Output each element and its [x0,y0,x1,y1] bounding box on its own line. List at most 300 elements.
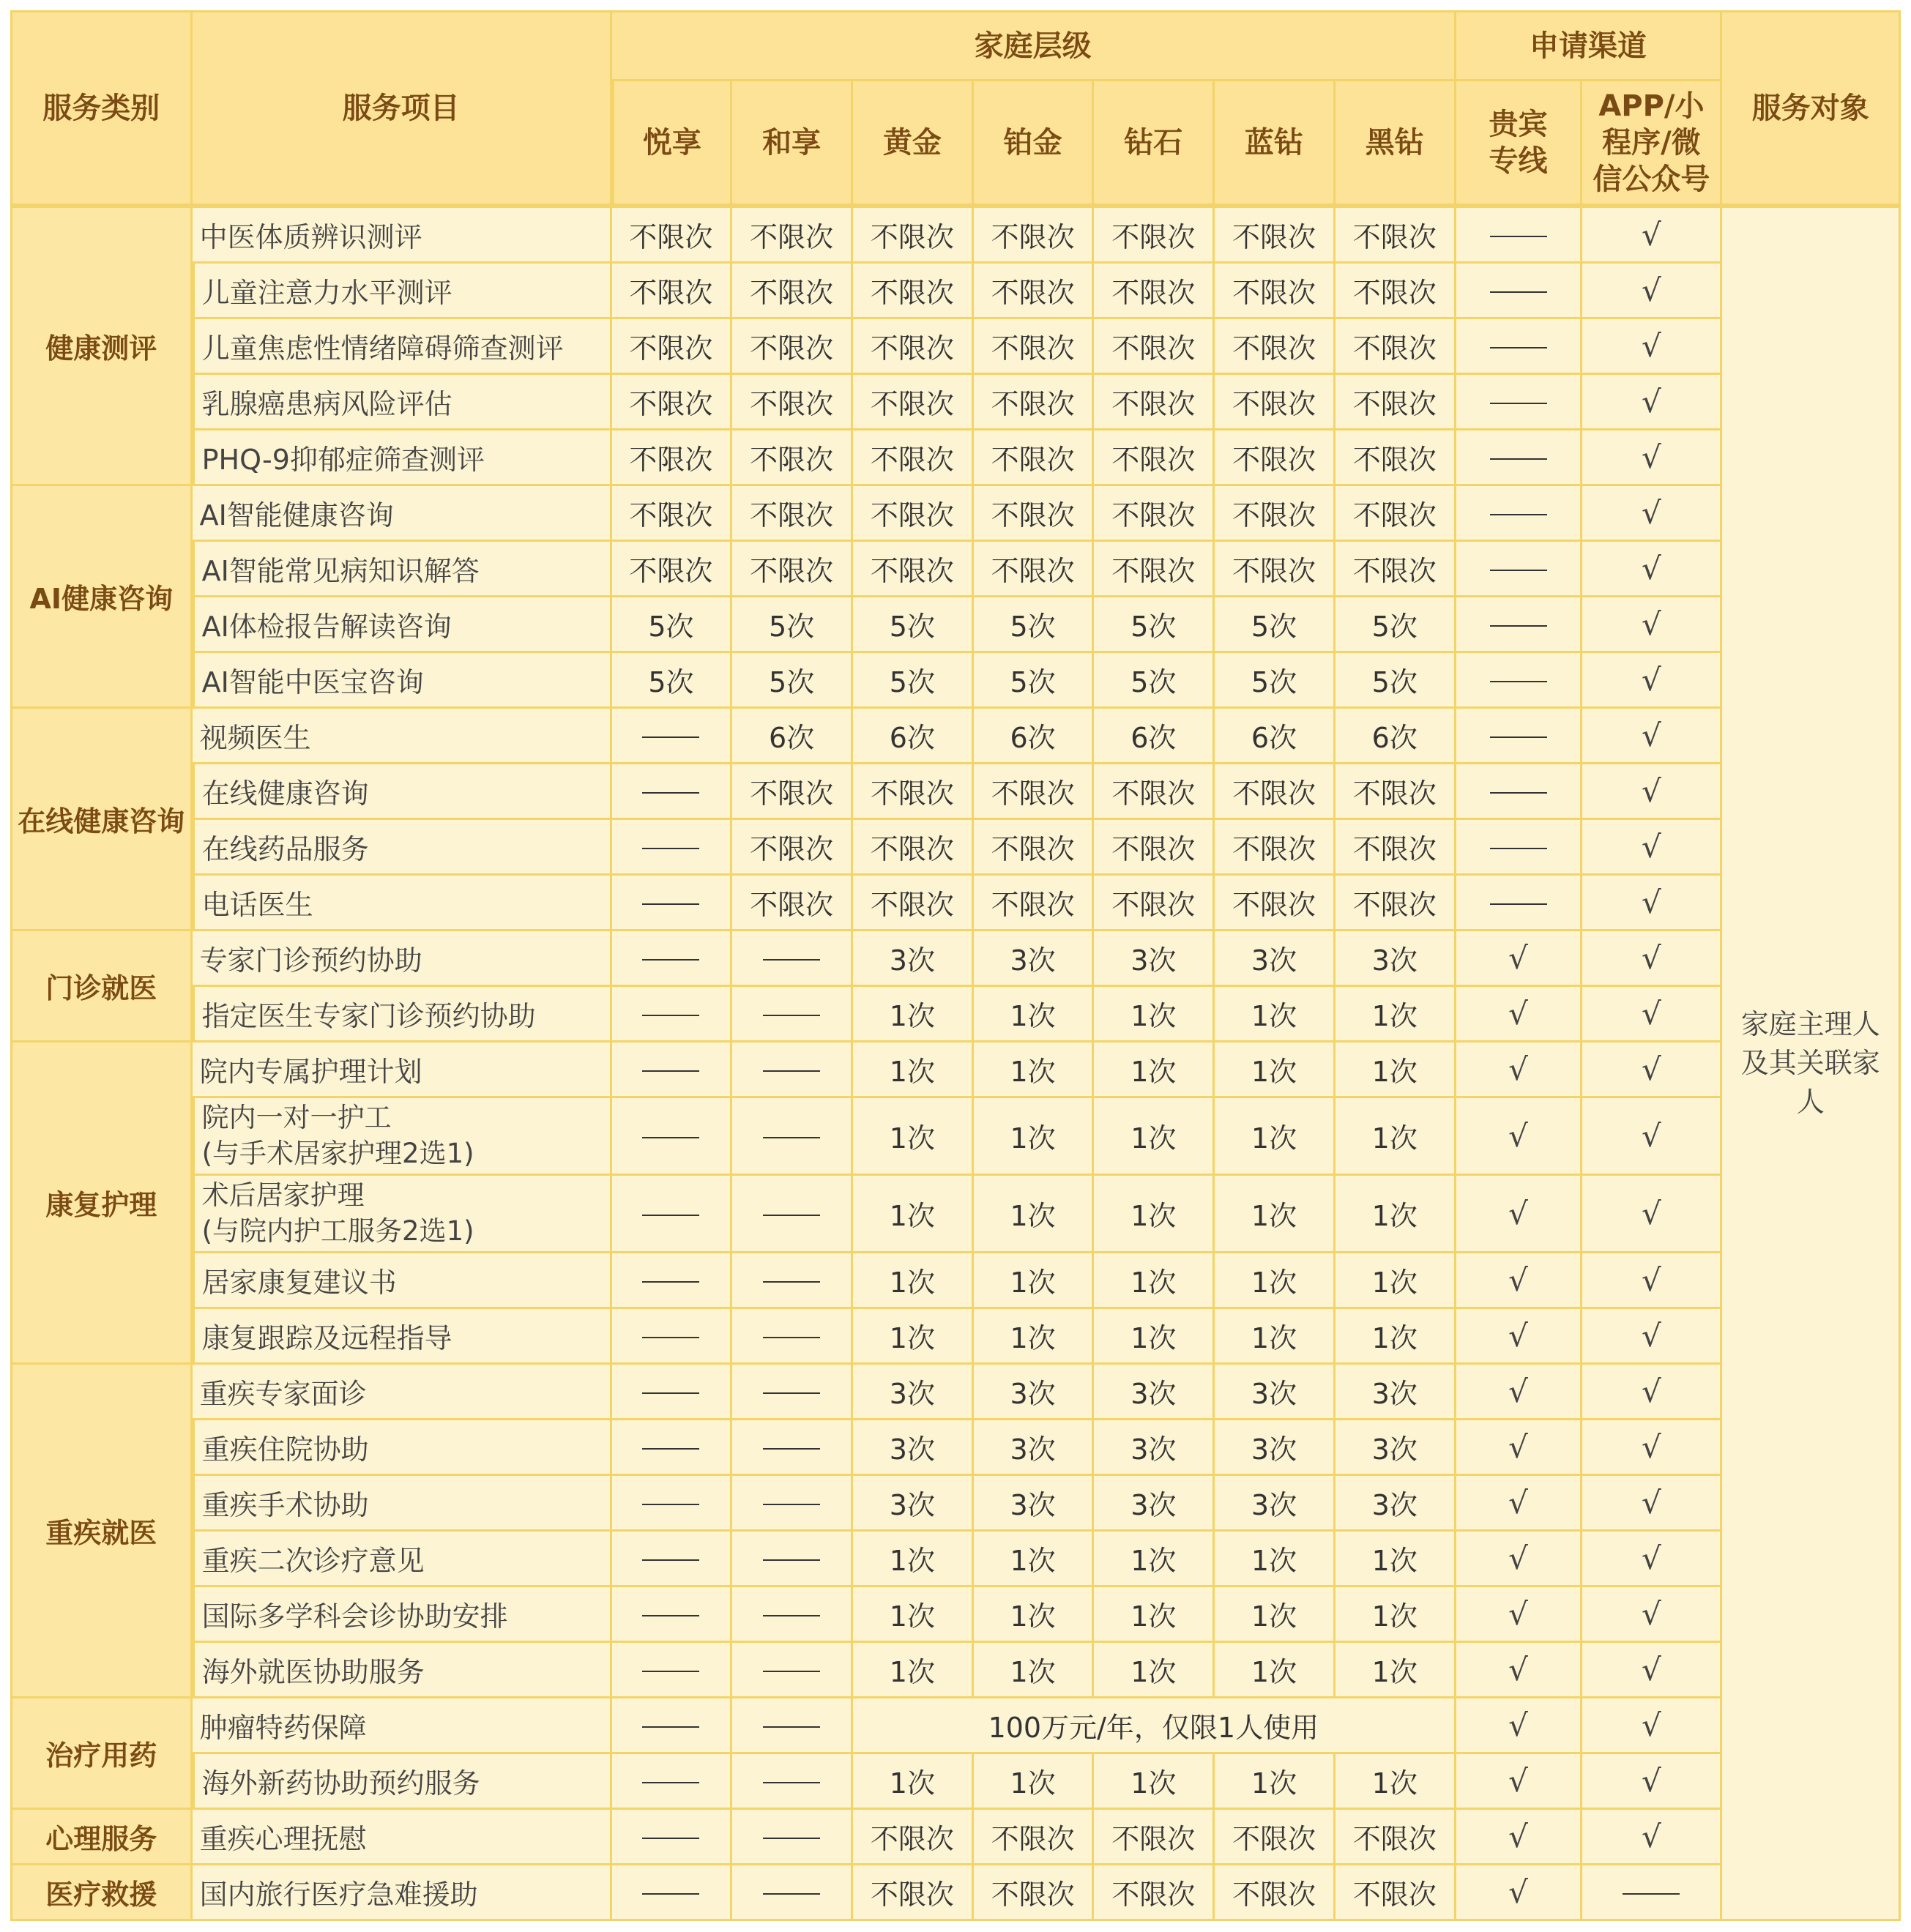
tier-value-cell: 不限次 [853,764,974,820]
tier-value-cell [732,1810,853,1865]
tier-value-cell: 不限次 [974,375,1095,430]
tier-value-cell: 1次 [1336,1176,1456,1253]
service-table-container [10,10,1901,1922]
service-item-name: 院内一对一护工 [201,1102,392,1134]
tier-value-cell: 3次 [1336,931,1456,987]
service-target-cell: 家庭主理人及其关联家人 [1722,206,1901,1921]
category-cell: 健康测评 [10,206,193,486]
not-available-dash [642,1671,699,1672]
not-available-dash [763,1559,820,1561]
tier-value-cell: 不限次 [612,430,733,486]
tier-value-cell [732,1043,853,1098]
service-item-cell [193,709,612,764]
tier-value-cell [612,1810,733,1865]
vip-channel-cell [1456,1698,1583,1754]
tier-value-cell [612,709,733,764]
tier-value-cell: 不限次 [1215,764,1336,820]
tier-value-cell: 1次 [1094,1098,1215,1176]
tier-value-cell: 5次 [1336,597,1456,653]
tier-value-cell [612,1309,733,1365]
tier-value-cell: 1次 [1215,987,1336,1043]
app-channel-cell [1582,1698,1722,1754]
tier-value-cell [612,820,733,876]
tier-value-cell: 6次 [1094,709,1215,764]
service-item-cell [193,486,612,542]
not-available-dash [1490,291,1547,293]
vip-channel-cell [1456,653,1583,709]
app-channel-cell [1582,876,1722,931]
tier-value-cell: 不限次 [974,1810,1095,1865]
not-available-dash [763,1671,820,1672]
table-row [10,1098,1901,1176]
check-mark: √ [1508,1262,1528,1298]
tier-value-cell: 1次 [1094,1043,1215,1098]
vip-channel-cell [1456,1176,1583,1253]
tier-value-cell: 不限次 [853,1865,974,1921]
table-row [10,820,1901,876]
tier-value-cell [612,876,733,931]
category-cell: 康复护理 [10,1043,193,1365]
tier-value-cell [732,1309,853,1365]
check-mark: √ [1508,1707,1528,1743]
service-item-cell [193,764,612,820]
vip-channel-cell [1456,375,1583,430]
tier-value-cell: 不限次 [974,1865,1095,1921]
tier-value-cell [612,1420,733,1476]
tier-value-cell: 不限次 [1094,375,1215,430]
tier-value-cell: 1次 [853,1043,974,1098]
tier-value-cell: 5次 [1215,597,1336,653]
table-row [10,1532,1901,1587]
tier-value-cell: 1次 [1215,1098,1336,1176]
service-item-note: (与院内护工服务2选1) [201,1215,474,1247]
check-mark: √ [1508,1874,1528,1910]
service-item-name: 海外就医协助服务 [201,1656,425,1688]
app-channel-cell [1582,1810,1722,1865]
app-channel-cell [1582,1309,1722,1365]
tier-value-cell: 5次 [853,597,974,653]
table-row [10,264,1901,319]
tier-value-cell [732,1365,853,1420]
header-item: 服务项目 [193,10,612,206]
tier-value-cell: 1次 [853,1754,974,1810]
tier-value-cell: 5次 [1215,653,1336,709]
tier-value-cell: 不限次 [1336,375,1456,430]
table-row [10,1810,1901,1865]
tier-value-cell: 不限次 [732,375,853,430]
check-mark: √ [1642,439,1661,475]
tier-value-cell: 1次 [1336,1532,1456,1587]
tier-value-cell: 不限次 [1094,820,1215,876]
table-row [10,1176,1901,1253]
app-channel-cell [1582,430,1722,486]
tier-value-cell: 3次 [853,1365,974,1420]
tier-value-cell: 3次 [853,1476,974,1532]
vip-channel-cell [1456,1365,1583,1420]
tier-value-cell: 不限次 [974,206,1095,264]
service-item-name: 重疾住院协助 [201,1433,369,1466]
tier-value-cell: 不限次 [853,820,974,876]
table-row [10,1865,1901,1921]
tier-value-cell: 不限次 [612,486,733,542]
tier-value-cell: 1次 [1336,1587,1456,1643]
not-available-dash [763,1281,820,1283]
tier-value-cell: 不限次 [1094,319,1215,375]
tier-value-cell: 不限次 [1336,486,1456,542]
category-cell: 治疗用药 [10,1698,193,1810]
tier-value-cell [732,1176,853,1253]
tier-value-cell: 不限次 [1336,1810,1456,1865]
app-channel-cell [1582,1476,1722,1532]
tier-value-cell: 1次 [1336,1754,1456,1810]
table-body [10,206,1901,1921]
service-item-cell [193,1476,612,1532]
tier-value-cell: 不限次 [732,319,853,375]
tier-value-cell [612,1176,733,1253]
tier-value-cell: 不限次 [1336,430,1456,486]
table-row [10,1643,1901,1698]
table-row [10,1043,1901,1098]
vip-channel-cell [1456,1587,1583,1643]
service-item-cell [193,375,612,430]
not-available-dash [1490,458,1547,460]
service-item-cell [193,1365,612,1420]
tier-value-cell: 1次 [1094,987,1215,1043]
not-available-dash [763,1070,820,1072]
not-available-dash [642,1015,699,1016]
not-available-dash [1490,736,1547,738]
tier-value-cell: 不限次 [1215,319,1336,375]
table-row [10,1365,1901,1420]
tier-value-cell [612,1865,733,1921]
vip-channel-cell [1456,820,1583,876]
check-mark: √ [1642,1262,1661,1298]
vip-channel-cell [1456,987,1583,1043]
check-mark: √ [1642,1118,1661,1154]
tier-value-cell [732,1420,853,1476]
tier-value-cell: 3次 [853,1420,974,1476]
app-channel-cell [1582,1587,1722,1643]
tier-value-cell: 不限次 [974,820,1095,876]
service-item-cell [193,1643,612,1698]
tier-value-cell [732,1698,853,1754]
service-item-name: 术后居家护理 [201,1179,365,1212]
app-channel-cell [1582,653,1722,709]
check-mark: √ [1508,1118,1528,1154]
app-channel-cell [1582,597,1722,653]
vip-channel-cell [1456,206,1583,264]
tier-value-cell [612,1476,733,1532]
tier-value-cell: 不限次 [1094,486,1215,542]
tier-value-cell: 1次 [853,1587,974,1643]
tier-value-cell: 不限次 [974,542,1095,597]
app-channel-cell [1582,1865,1722,1921]
service-item-cell [193,1865,612,1921]
vip-channel-cell [1456,1420,1583,1476]
tier-value-cell: 不限次 [1094,876,1215,931]
tier-value-cell: 不限次 [1336,206,1456,264]
check-mark: √ [1642,1652,1661,1687]
tier-value-cell: 不限次 [1215,542,1336,597]
service-item-cell [193,430,612,486]
tier-value-cell: 1次 [974,1176,1095,1253]
check-mark: √ [1642,717,1661,753]
service-item-name: AI智能健康咨询 [199,499,394,532]
app-channel-cell [1582,1365,1722,1420]
tier-value-cell: 不限次 [732,820,853,876]
tier-value-cell [612,1754,733,1810]
not-available-dash [1490,570,1547,571]
check-mark: √ [1642,328,1661,364]
check-mark: √ [1508,1596,1528,1632]
tier-value-cell: 1次 [1094,1309,1215,1365]
service-item-name: AI智能中医宝咨询 [201,666,424,698]
check-mark: √ [1642,217,1661,253]
tier-value-cell: 1次 [853,1309,974,1365]
vip-channel-cell [1456,1754,1583,1810]
check-mark: √ [1508,1485,1528,1521]
check-mark: √ [1642,1707,1661,1743]
not-available-dash [642,848,699,849]
tier-value-cell: 3次 [1215,1420,1336,1476]
tier-value-cell: 不限次 [1336,264,1456,319]
app-channel-cell [1582,820,1722,876]
tier-value-cell [612,1587,733,1643]
not-available-dash [1490,403,1547,404]
service-item-name: 中医体质辨识测评 [199,221,422,253]
vip-channel-cell [1456,764,1583,820]
service-table [10,10,1901,1921]
table-row [10,206,1901,264]
vip-channel-cell [1456,709,1583,764]
check-mark: √ [1508,1763,1528,1799]
service-item-name: PHQ-9抑郁症筛查测评 [201,444,485,476]
tier-value-cell: 不限次 [853,206,974,264]
merged-benefit-cell: 100万元/年，仅限1人使用 [853,1698,1456,1754]
app-channel-cell [1582,709,1722,764]
header-tier: 悦享 [612,81,733,206]
tier-value-cell: 5次 [1094,653,1215,709]
tier-value-cell: 1次 [974,1587,1095,1643]
service-item-name: AI体检报告解读咨询 [201,611,452,643]
tier-value-cell: 不限次 [732,264,853,319]
vip-channel-cell [1456,1476,1583,1532]
vip-channel-cell [1456,1043,1583,1098]
table-row [10,597,1901,653]
tier-value-cell: 1次 [974,1309,1095,1365]
table-row [10,1420,1901,1476]
category-cell: 医疗救援 [10,1865,193,1921]
vip-channel-cell [1456,319,1583,375]
table-row [10,1253,1901,1309]
service-item-name: 院内专属护理计划 [199,1056,422,1088]
tier-value-cell [732,1754,853,1810]
check-mark: √ [1642,1196,1661,1231]
tier-value-cell [732,1098,853,1176]
not-available-dash [1623,1893,1680,1895]
header-tier: 黑钻 [1336,81,1456,206]
service-item-name: 在线药品服务 [201,833,369,865]
tier-value-cell: 1次 [853,1176,974,1253]
app-channel-cell [1582,375,1722,430]
tier-value-cell: 5次 [1336,653,1456,709]
check-mark: √ [1642,495,1661,531]
tier-value-cell: 1次 [974,1253,1095,1309]
tier-value-cell: 1次 [974,1043,1095,1098]
check-mark: √ [1642,940,1661,976]
table-row [10,876,1901,931]
service-item-name: 在线健康咨询 [201,777,369,810]
service-item-name: 国内旅行医疗急难援助 [199,1879,478,1911]
service-item-name: 重疾专家面诊 [199,1378,367,1410]
service-item-name: AI智能常见病知识解答 [201,555,480,587]
header-tier: 钻石 [1094,81,1215,206]
tier-value-cell: 1次 [1094,1643,1215,1698]
header-tier: 黄金 [853,81,974,206]
tier-value-cell: 不限次 [732,542,853,597]
tier-value-cell: 1次 [1336,987,1456,1043]
app-channel-cell [1582,1043,1722,1098]
tier-value-cell: 不限次 [1094,430,1215,486]
tier-value-cell: 1次 [974,1643,1095,1698]
tier-value-cell: 1次 [1094,1532,1215,1587]
tier-value-cell: 不限次 [974,876,1095,931]
service-item-cell [193,597,612,653]
tier-value-cell: 6次 [853,709,974,764]
vip-channel-cell [1456,1865,1583,1921]
tier-value-cell: 不限次 [1215,820,1336,876]
tier-value-cell [612,1098,733,1176]
check-mark: √ [1642,384,1661,419]
tier-value-cell: 不限次 [1215,1865,1336,1921]
not-available-dash [763,1782,820,1783]
tier-value-cell: 1次 [974,1532,1095,1587]
check-mark: √ [1642,1373,1661,1409]
not-available-dash [1490,514,1547,515]
service-item-cell [193,1754,612,1810]
tier-value-cell: 不限次 [732,764,853,820]
tier-value-cell: 3次 [974,1476,1095,1532]
not-available-dash [642,1782,699,1783]
tier-value-cell: 不限次 [1094,264,1215,319]
tier-value-cell: 6次 [732,709,853,764]
header-tier: 和享 [732,81,853,206]
vip-channel-cell [1456,876,1583,931]
vip-channel-cell [1456,1309,1583,1365]
table-row [10,1698,1901,1754]
check-mark: √ [1508,1652,1528,1687]
service-item-name: 指定医生专家门诊预约协助 [201,1000,536,1032]
not-available-dash [763,1615,820,1616]
tier-value-cell: 3次 [1336,1476,1456,1532]
check-mark: √ [1642,272,1661,308]
tier-value-cell [732,1532,853,1587]
header-channel-app: APP/小程序/微信公众号 [1582,81,1722,206]
check-mark: √ [1508,1196,1528,1231]
vip-channel-cell [1456,597,1583,653]
tier-value-cell: 5次 [974,653,1095,709]
table-row [10,486,1901,542]
header-category: 服务类别 [10,10,193,206]
service-item-name: 重疾手术协助 [201,1489,369,1521]
service-item-name: 电话医生 [201,889,313,921]
not-available-dash [763,1337,820,1338]
header-tier: 铂金 [974,81,1095,206]
tier-value-cell [732,931,853,987]
tier-value-cell: 1次 [1336,1253,1456,1309]
not-available-dash [642,1215,699,1216]
tier-value-cell: 不限次 [853,876,974,931]
check-mark: √ [1508,1051,1528,1087]
check-mark: √ [1642,996,1661,1032]
check-mark: √ [1642,829,1661,865]
tier-value-cell: 不限次 [1336,1865,1456,1921]
tier-value-cell [612,1365,733,1420]
not-available-dash [1490,625,1547,627]
tier-value-cell: 不限次 [853,430,974,486]
service-item-name: 儿童焦虑性情绪障碍筛查测评 [201,332,564,365]
vip-channel-cell [1456,1810,1583,1865]
check-mark: √ [1642,606,1661,642]
vip-channel-cell [1456,1098,1583,1176]
not-available-dash [763,1504,820,1505]
tier-value-cell [612,1532,733,1587]
tier-value-cell [612,1698,733,1754]
not-available-dash [642,1392,699,1394]
vip-channel-cell [1456,430,1583,486]
tier-value-cell: 3次 [1094,1420,1215,1476]
service-item-cell [193,206,612,264]
not-available-dash [642,903,699,905]
service-item-name: 居家康复建议书 [201,1267,397,1299]
service-item-name: 康复跟踪及远程指导 [201,1322,452,1354]
tier-value-cell: 6次 [1215,709,1336,764]
tier-value-cell: 不限次 [974,319,1095,375]
tier-value-cell: 1次 [974,1754,1095,1810]
tier-value-cell: 不限次 [732,430,853,486]
app-channel-cell [1582,206,1722,264]
vip-channel-cell [1456,486,1583,542]
tier-value-cell: 1次 [1336,1309,1456,1365]
tier-value-cell: 1次 [1336,1043,1456,1098]
table-row [10,709,1901,764]
tier-value-cell: 不限次 [732,876,853,931]
table-row [10,931,1901,987]
service-item-cell [193,1532,612,1587]
not-available-dash [763,1838,820,1839]
tier-value-cell: 不限次 [853,542,974,597]
table-row [10,1476,1901,1532]
table-row [10,987,1901,1043]
tier-value-cell: 不限次 [1336,876,1456,931]
service-item-cell [193,987,612,1043]
table-row [10,1754,1901,1810]
check-mark: √ [1642,773,1661,809]
tier-value-cell: 1次 [1094,1587,1215,1643]
not-available-dash [642,1726,699,1728]
check-mark: √ [1642,1318,1661,1354]
tier-value-cell [732,1865,853,1921]
vip-channel-cell [1456,542,1583,597]
header-channel-group: 申请渠道 [1456,10,1723,81]
tier-value-cell [732,1587,853,1643]
app-channel-cell [1582,1420,1722,1476]
tier-value-cell: 3次 [1094,1365,1215,1420]
not-available-dash [1490,236,1547,237]
service-item-cell [193,1176,612,1253]
tier-value-cell [612,1643,733,1698]
check-mark: √ [1508,996,1528,1032]
